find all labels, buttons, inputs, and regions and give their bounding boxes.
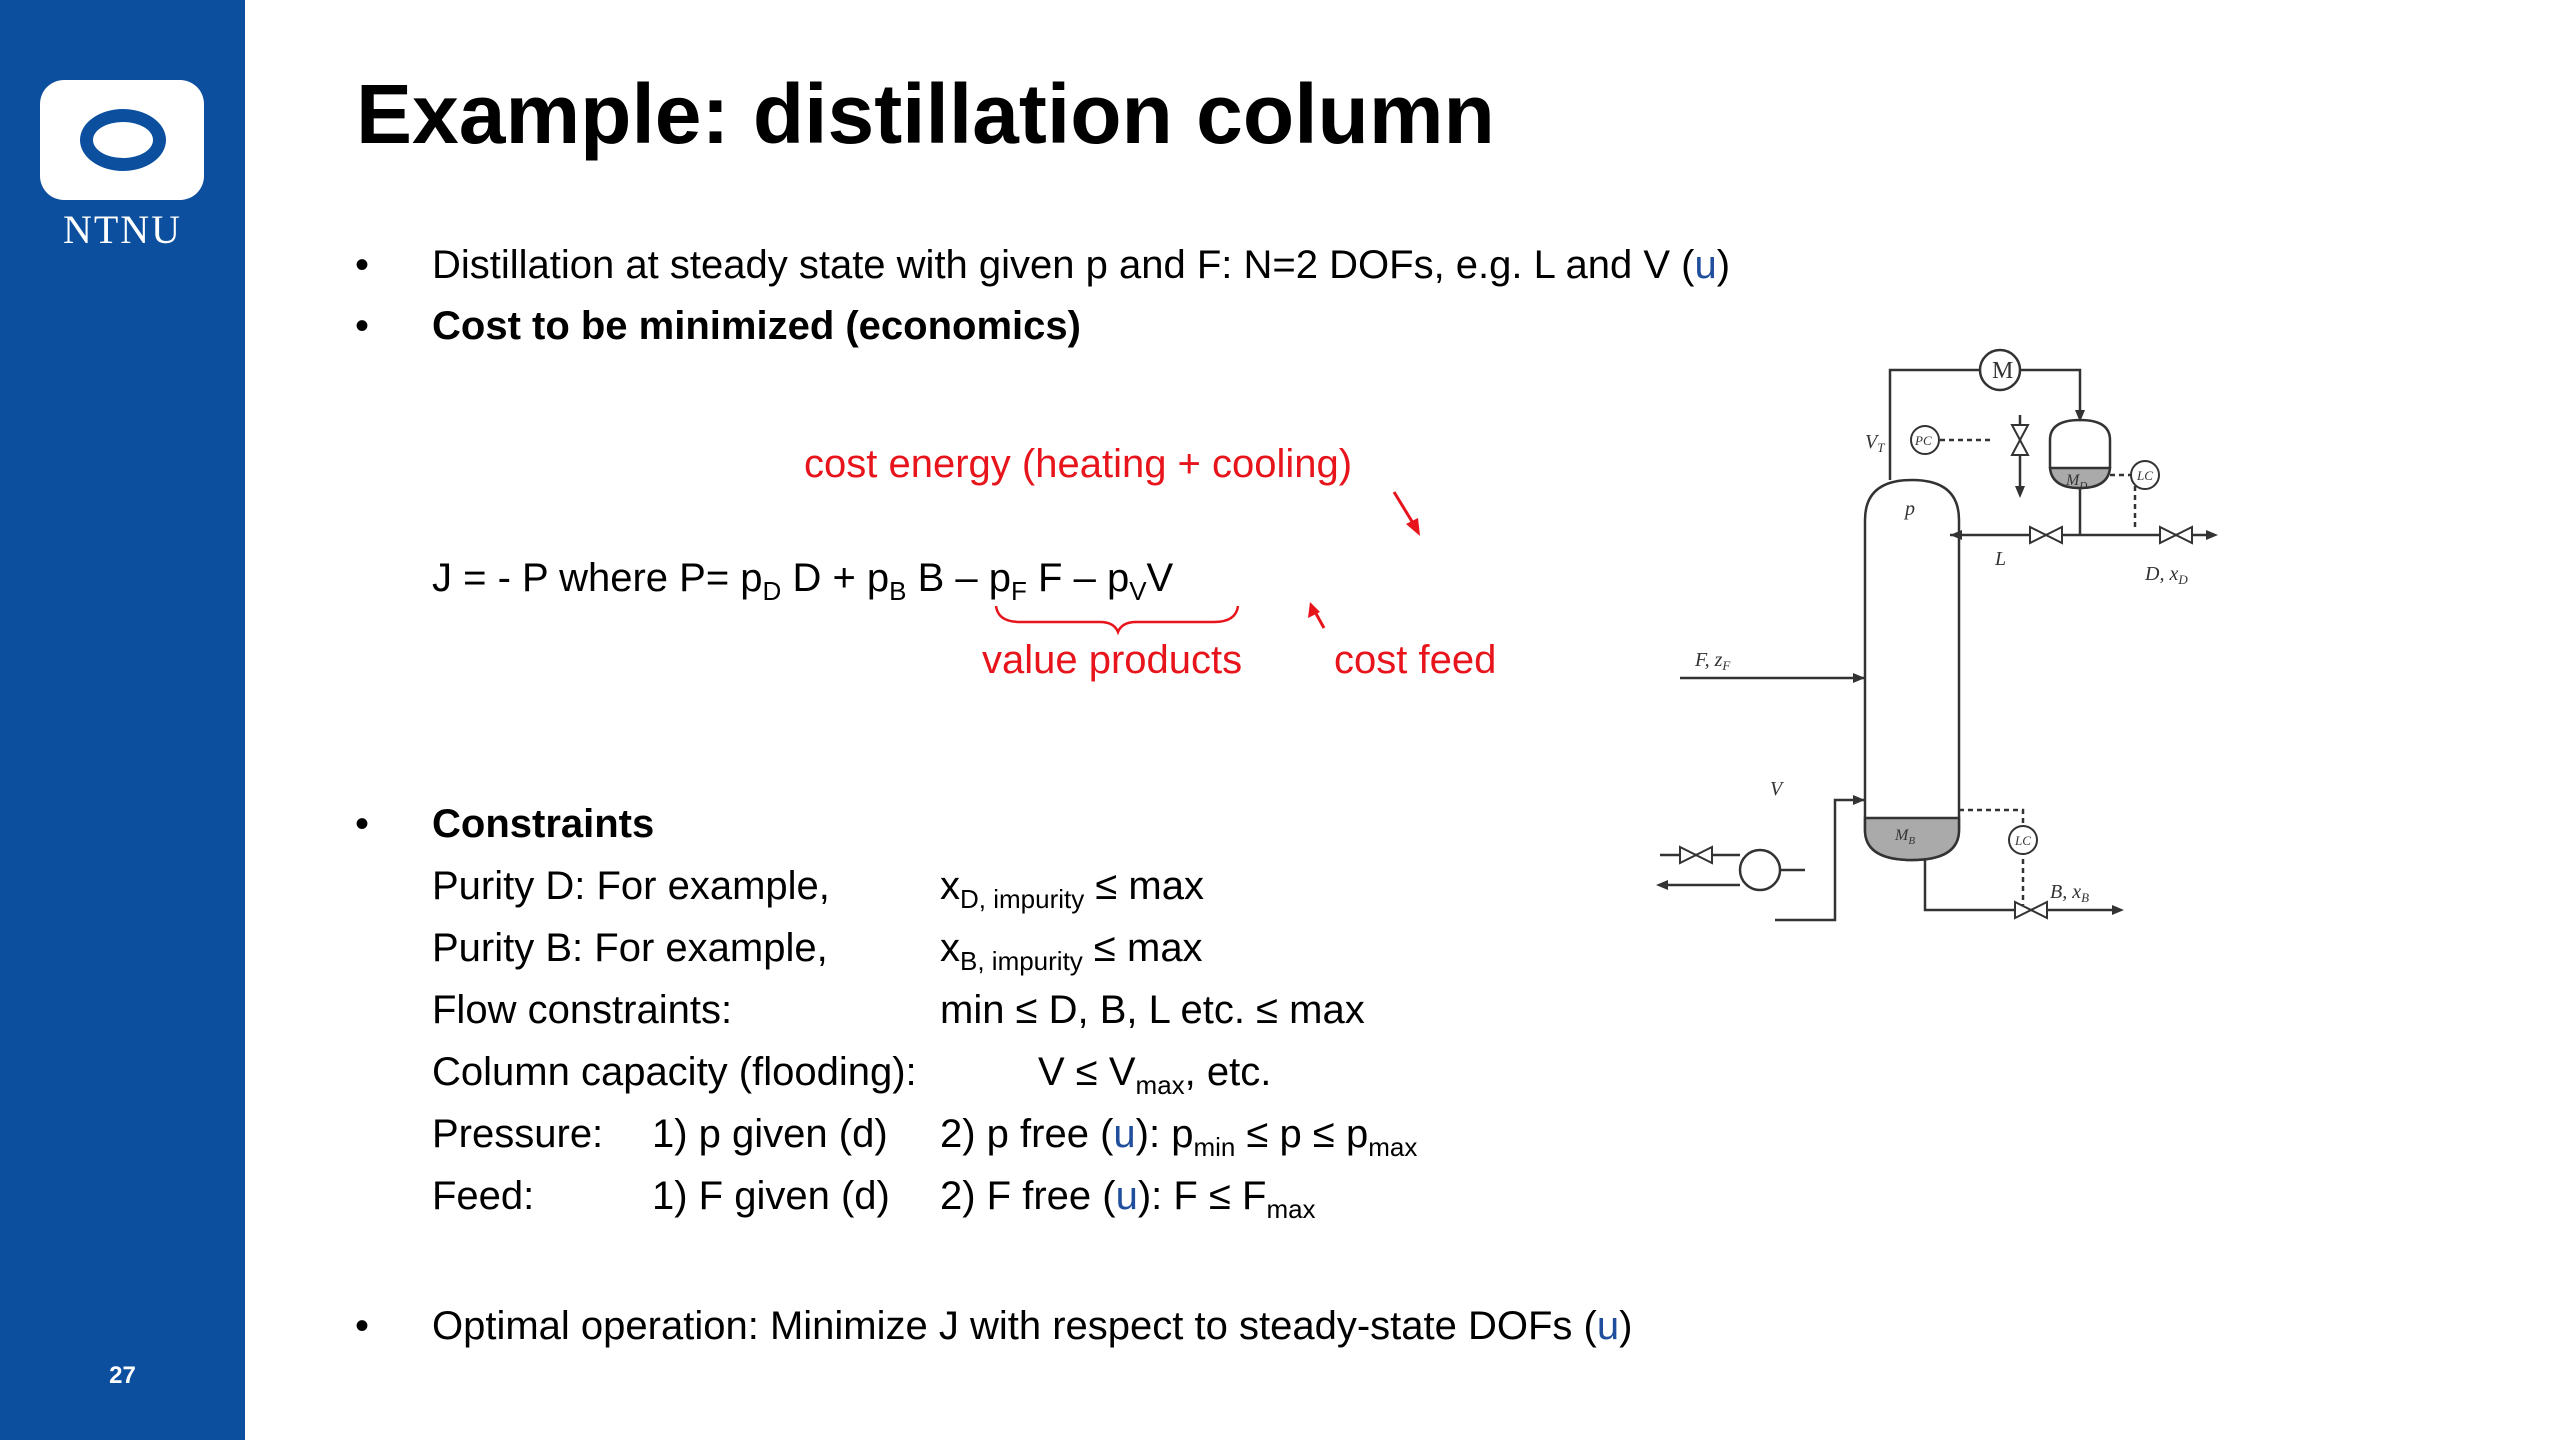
bottoms-line [1925, 860, 2120, 910]
purity-b-label: Purity B: For example, [432, 926, 828, 970]
eq-sub: B [889, 576, 907, 606]
vt-main: V [1865, 431, 1878, 453]
bullet-cost: Cost to be minimized (economics) [432, 304, 1081, 348]
annotation-value-products: value products [982, 638, 1243, 682]
logo-ring-icon [80, 109, 166, 171]
bottoms-label [2050, 881, 2089, 905]
eq-sub: F [1011, 576, 1027, 606]
bullet-icon: • [355, 243, 370, 287]
eq-part: D + p [781, 556, 890, 600]
u-symbol: u [1694, 243, 1717, 287]
expr-part: ≤ max [1082, 926, 1203, 970]
eq-part: V [1146, 556, 1174, 600]
coolant-arrowhead [2015, 486, 2025, 498]
expr-part: , etc. [1184, 1050, 1272, 1094]
bullet-optimal [432, 1306, 1632, 1346]
column-shell [1865, 480, 1959, 860]
vapor-arrowhead [1853, 795, 1865, 805]
objective-equation [432, 556, 1174, 606]
condenser-label: M [1992, 358, 2014, 384]
page-number: 27 [109, 1362, 136, 1389]
lc-top-signal [2110, 475, 2135, 530]
feed-opt2 [940, 1174, 1316, 1224]
bullet-optimal-close: ) [1619, 1304, 1633, 1348]
annotation-cost-energy: cost energy (heating + cooling) [804, 442, 1353, 486]
expr-sub: B, impurity [960, 946, 1083, 976]
eq-sub: V [1129, 576, 1147, 606]
expr-sub: D, impurity [960, 884, 1085, 914]
vt-label [1865, 431, 1885, 455]
expr-sub: max [1266, 1194, 1316, 1224]
mb-sub: B [1908, 835, 1916, 847]
mb-main: M [1895, 827, 1909, 844]
boilup-v-label: V [1770, 778, 1783, 800]
expr-sub: min [1193, 1132, 1236, 1162]
steam-valve-icon [1680, 847, 1712, 863]
distillate-sub: D [2178, 572, 2188, 587]
bottoms-main: B, x [2050, 881, 2082, 903]
pressure-opt2 [940, 1112, 1418, 1162]
energy-arrow [1394, 492, 1416, 528]
annotation-cost-feed: cost feed [1334, 638, 1497, 682]
steam-arrowhead [1656, 880, 1668, 890]
flow-expr: min ≤ D, B, L etc. ≤ max [940, 988, 1365, 1032]
flow-label: Flow constraints: [432, 988, 733, 1032]
reboiler-icon [1740, 850, 1780, 890]
feed-sub: F [1722, 658, 1731, 673]
expr-part: x [940, 926, 960, 970]
pc-label: PC [1915, 433, 1932, 448]
bottoms-valve-icon [2015, 902, 2047, 918]
energy-arrowhead [1406, 518, 1420, 536]
bottoms-arrowhead [2112, 905, 2124, 915]
expr-part: ≤ max [1084, 864, 1204, 908]
distillate-valve-icon [2160, 527, 2192, 543]
vapor-line [1890, 370, 1980, 480]
pressure-label: Pressure: [432, 1112, 604, 1156]
distillate-main: D, x [2145, 563, 2179, 585]
u-symbol: u [1596, 1304, 1620, 1348]
feed-main: F, z [1695, 649, 1723, 671]
pressure-p-label: p [1905, 498, 1915, 520]
reflux-valve-icon [2030, 527, 2062, 543]
md-main: M [2066, 472, 2080, 489]
u-symbol: u [1113, 1112, 1136, 1156]
sidebar [0, 0, 245, 1440]
purity-d-expr [940, 864, 1204, 914]
feed-opt1: 1) F given (d) [652, 1174, 890, 1218]
expr-part: ≤ p ≤ p [1235, 1112, 1369, 1156]
lc-bottom-label: LC [2015, 833, 2031, 848]
distillate-label [2144, 563, 2188, 587]
expr-part: x [940, 864, 960, 908]
distillate-arrowhead [2206, 530, 2218, 540]
eq-part: F – p [1026, 556, 1130, 600]
expr-sub: max [1368, 1132, 1418, 1162]
vt-sub: T [1877, 440, 1885, 455]
reflux-l-label: L [1995, 548, 2007, 570]
lc-top-label: LC [2137, 468, 2153, 483]
expr-part: V ≤ V [1038, 1050, 1136, 1094]
purity-b-expr [940, 926, 1203, 976]
expr-part: 2) p free ( [940, 1112, 1114, 1156]
eq-part: J = - P where P= p [432, 556, 763, 600]
bullet-icon: • [355, 1304, 370, 1348]
feed-arrowhead [1308, 602, 1320, 618]
expr-part: 2) F free ( [940, 1174, 1116, 1218]
eq-part: B – p [906, 556, 1012, 600]
md-sub: D [2079, 480, 2088, 492]
pressure-opt1: 1) p given (d) [652, 1112, 888, 1156]
expr-sub: max [1135, 1070, 1185, 1100]
eq-sub: D [762, 576, 782, 606]
feed-arrowhead [1853, 673, 1865, 683]
bullet-optimal-text: Optimal operation: Minimize J with respect to steady-state DOFs ( [432, 1304, 1597, 1348]
lc-bottom-signal [1959, 810, 2023, 830]
ntnu-logo [40, 80, 204, 200]
condensate-line [2020, 370, 2080, 418]
capacity-expr [1038, 1050, 1272, 1100]
bullet-dofs-text: Distillation at steady state with given p and F: N=2 DOFs, e.g. L and V ( [432, 243, 1695, 287]
feed-arrow [1314, 610, 1324, 628]
expr-part: ): F ≤ F [1137, 1174, 1267, 1218]
value-products-brace [996, 606, 1238, 632]
bullet-dofs-close: ) [1716, 243, 1731, 287]
feed-label [1694, 649, 1731, 673]
purity-d-label: Purity D: For example, [432, 864, 830, 908]
constraints-heading: Constraints [432, 802, 655, 846]
u-symbol: u [1115, 1174, 1138, 1218]
pressure-valve-icon [2012, 425, 2028, 455]
logo-text: NTNU [62, 207, 183, 252]
reboiler-vapor-line [1775, 800, 1865, 920]
bullet-dofs [432, 245, 1730, 285]
expr-part: ): p [1135, 1112, 1194, 1156]
feed-label: Feed: [432, 1174, 535, 1218]
capacity-label: Column capacity (flooding): [432, 1050, 917, 1094]
distillation-column-diagram [1640, 330, 2220, 950]
bullet-icon: • [355, 802, 370, 846]
bottoms-sub: B [2081, 890, 2090, 905]
bullet-icon: • [355, 304, 370, 348]
slide-title: Example: distillation column [356, 67, 1495, 161]
